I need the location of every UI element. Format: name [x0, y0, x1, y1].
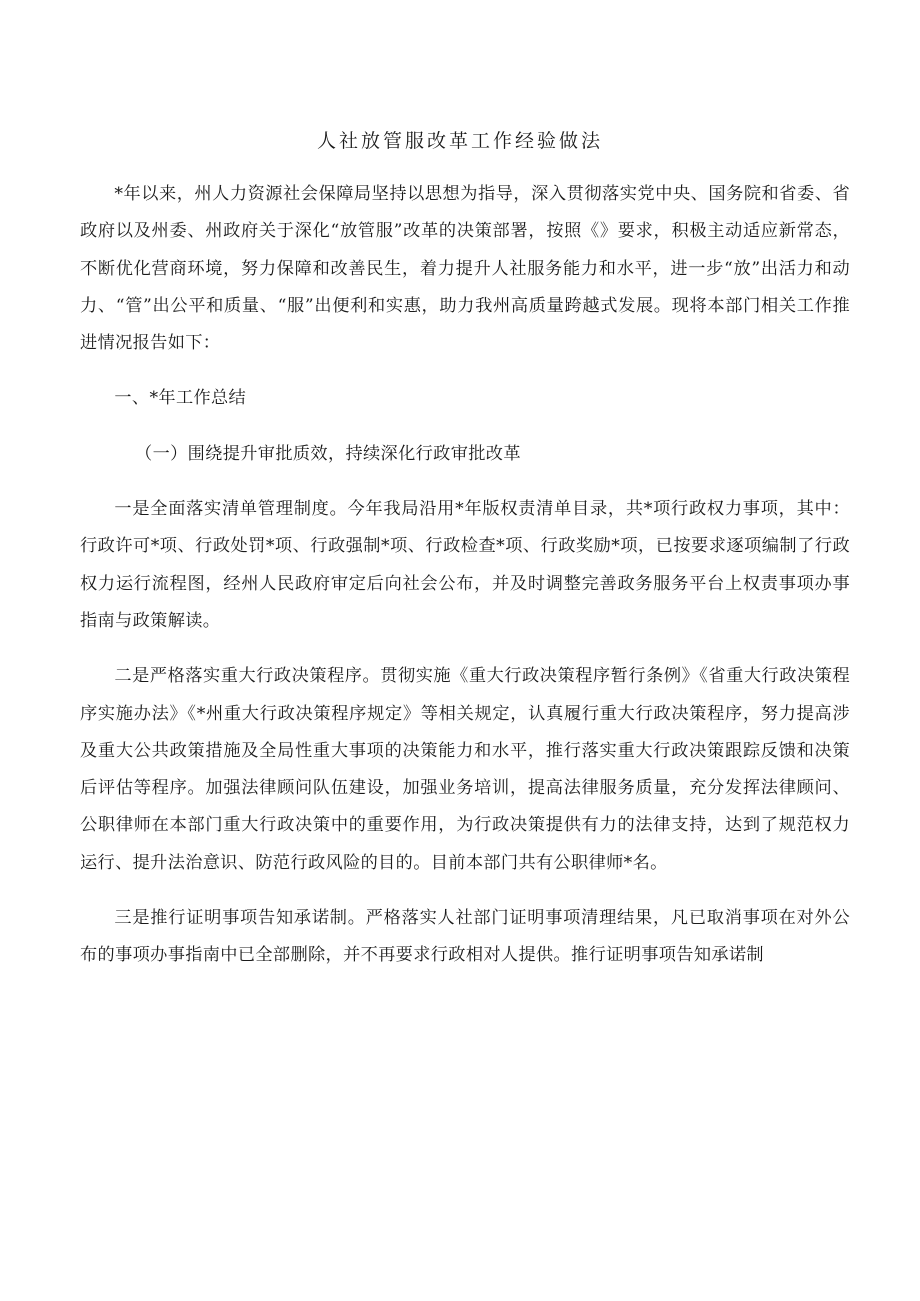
document-body [80, 176, 850, 975]
paragraph-certification-commitment: 三是推行证明事项告知承诺制。严格落实人社部门证明事项清理结果，凡已取消事项在对外公布的事项办事指南中已全部删除，并不再要求行政相对人提供。推行证明事项告知承诺制 [80, 908, 850, 966]
paragraph-checklist-management: 一是全面落实清单管理制度。今年我局沿用*年版权责清单目录，共*项行政权力事项，其中：行政许可*项、行政处罚*项、行政强制*项、行政检查*项、行政奖励*项，已按要求逐项编制了行政权力运行流程图，经州人民政府审定后向社会公布，并及时调整完善政务服务平台上权责事项办事指南与政策解读。 [80, 499, 850, 631]
section-heading: 一、*年工作总结 [114, 388, 247, 409]
paragraph-decision-procedure: 二是严格落实重大行政决策程序。贯彻实施《重大行政决策程序暂行条例》《省重大行政决策程序实施办法》《*州重大行政决策程序规定》等相关规定，认真履行重大行政决策程序，努力提高涉及重大公共政策措施及全局性重大事项的决策能力和水平，推行落实重大行政决策跟踪反馈和决策后评估等程序。加强法律顾问队伍建设，加强业务培训，提高法律服务质量，充分发挥法律顾问、公职律师在本部门重大行政决策中的重要作用，为行政决策提供有力的法律支持，达到了规范权力运行、提升法治意识、防范行政风险的目的。目前本部门共有公职律师*名。 [80, 666, 850, 873]
subsection-heading: （一）围绕提升审批质效，持续深化行政审批改革 [135, 443, 521, 464]
intro-paragraph: *年以来，州人力资源社会保障局坚持以思想为指导，深入贯彻落实党中央、国务院和省委、省政府以及州委、州政府关于深化“放管服”改革的决策部署，按照《》要求，积极主动适应新常态，不断优化营商环境，努力保障和改善民生，着力提升人社服务能力和水平，进一步“放”出活力和动力、“管”出公平和质量、“服”出便利和实惠，助力我州高质量跨越式发展。现将本部门相关工作推进情况报告如下： [80, 184, 850, 354]
document-title: 人社放管服改革工作经验做法 [316, 130, 603, 152]
